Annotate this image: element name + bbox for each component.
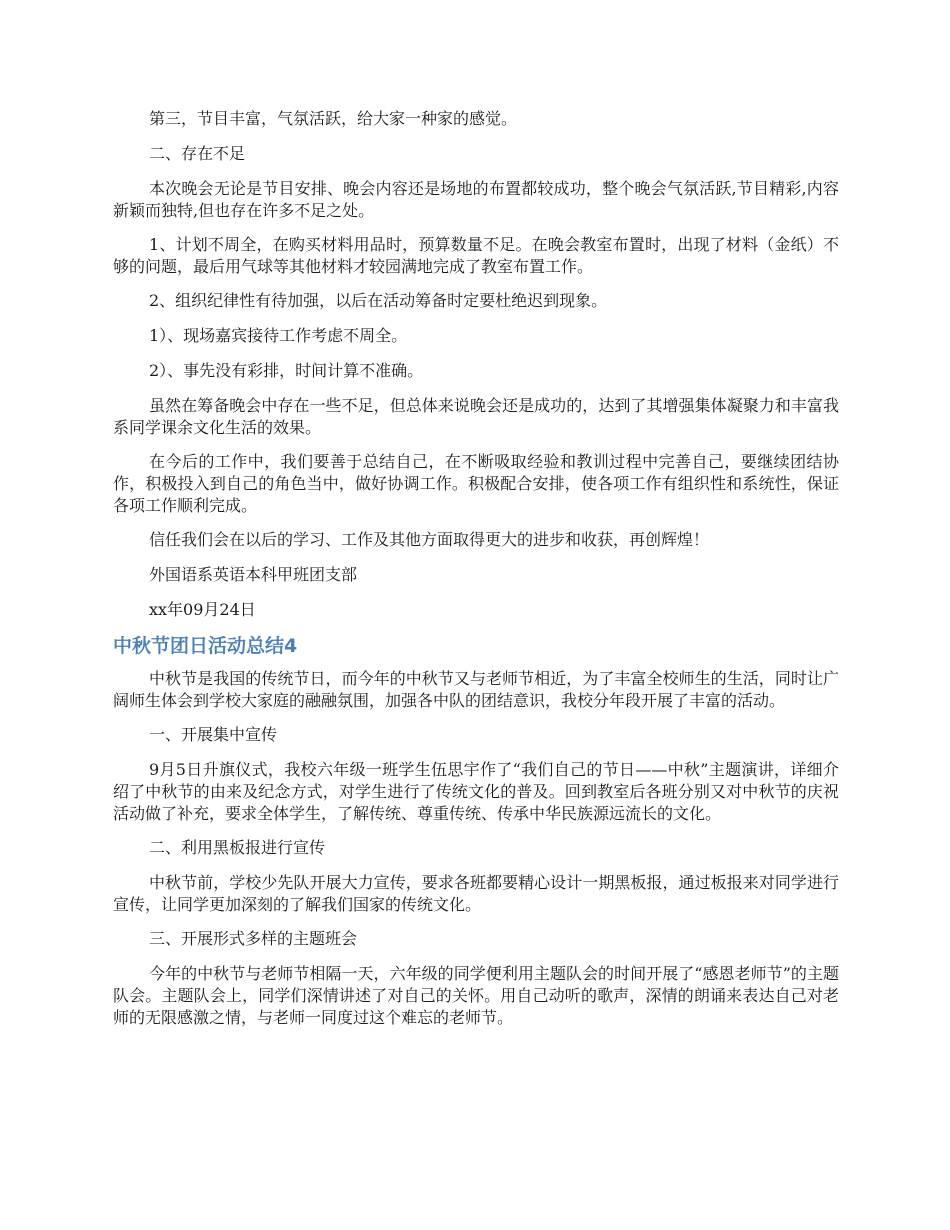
paragraph: 虽然在筹备晚会中存在一些不足，但总体来说晚会还是成功的，达到了其增强集体凝聚力和丰富我系同学课余文化生活的效果。 bbox=[113, 396, 839, 437]
paragraph: 2）、事先没有彩排，时间计算不准确。 bbox=[149, 361, 424, 380]
paragraph: 本次晚会无论是节目安排、晚会内容还是场地的布置都较成功，整个晚会气氛活跃,节目精彩,内容新颖而独特,但也存在许多不足之处。 bbox=[113, 179, 839, 220]
paragraph: 中秋节是我国的传统节日，而今年的中秋节又与老师节相近，为了丰富全校师生的生活，同时让广阔师生体会到学校大家庭的融融氛围，加强各中队的团结意识，我校分年段开展了丰富的活动。 bbox=[113, 669, 839, 710]
paragraph: 在今后的工作中，我们要善于总结自己，在不断吸取经验和教训过程中完善自己，要继续团结协作，积极投入到自己的角色当中，做好协调工作。积极配合安排，使各项工作有组织性和系统性，保证各项工作顺利完成。 bbox=[113, 452, 839, 515]
paragraph: 2、组织纪律性有待加强，以后在活动筹备时定要杜绝迟到现象。 bbox=[149, 291, 608, 310]
subheading-shortcomings: 二、存在不足 bbox=[149, 144, 246, 163]
subheading: 一、开展集中宣传 bbox=[149, 725, 278, 744]
subheading: 二、利用黑板报进行宣传 bbox=[149, 838, 326, 857]
paragraph: 1）、现场嘉宾接待工作考虑不周全。 bbox=[149, 326, 408, 345]
document-page bbox=[113, 108, 839, 1041]
paragraph: 今年的中秋节与老师节相隔一天，六年级的同学便利用主题队会的时间开展了“感恩老师节”的主题队会。主题队会上，同学们深情讲述了对自己的关怀。用自己动听的歌声，深情的朗诵来表达自己对老师的无限感激之情，与老师一同度过这个难忘的老师节。 bbox=[113, 964, 839, 1027]
paragraph: 信任我们会在以后的学习、工作及其他方面取得更大的进步和收获，再创辉煌！ bbox=[149, 530, 710, 549]
paragraph: 9月5日升旗仪式，我校六年级一班学生伍思宇作了“我们自己的节日——中秋”主题演讲，详细介绍了中秋节的由来及纪念方式，对学生进行了传统文化的普及。回到教室后各班分别又对中秋节的庆祝活动做了补充，要求全体学生，了解传统、尊重传统、传承中华民族源远流长的文化。 bbox=[113, 760, 839, 823]
paragraph: 中秋节前，学校少先队开展大力宣传，要求各班都要精心设计一期黑板报，通过板报来对同学进行宣传，让同学更加深刻的了解我们国家的传统文化。 bbox=[113, 873, 839, 914]
signature-date: xx年09月24日 bbox=[149, 600, 256, 619]
signature-org: 外国语系英语本科甲班团支部 bbox=[149, 565, 358, 584]
paragraph: 第三，节目丰富，气氛活跃，给大家一种家的感觉。 bbox=[149, 109, 518, 128]
subheading: 三、开展形式多样的主题班会 bbox=[149, 929, 358, 948]
section-heading: 中秋节团日活动总结4 bbox=[113, 635, 298, 657]
paragraph: 1、计划不周全，在购买材料用品时，预算数量不足。在晚会教室布置时，出现了材料（金纸）不够的问题，最后用气球等其他材料才较园满地完成了教室布置工作。 bbox=[113, 235, 839, 276]
